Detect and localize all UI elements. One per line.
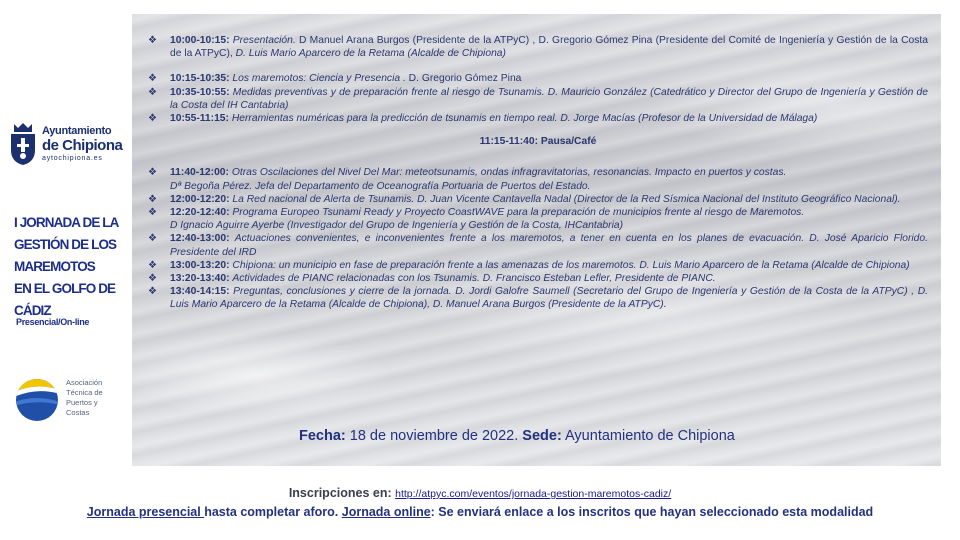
date-value: 18 de noviembre de 2022. — [345, 428, 523, 444]
agenda-time: 12:20-12:40: — [170, 207, 230, 219]
logo-line-3: aytochipiona.es — [42, 155, 103, 162]
registration-label: Inscripciones en: — [288, 486, 392, 500]
atpyc-line: Técnica de — [66, 388, 103, 397]
diamond-bullet-icon: ❖ — [148, 273, 157, 285]
agenda-desc: Medidas preventivas y de preparación frente al riesgo de Tsunamis. D. Mauricio González (Catedrático y Director del Grupo de Ingeniería y Gestión de la Costa del IH Cantabria) — [170, 86, 928, 111]
event-title-line: CÁDIZ — [14, 303, 51, 318]
chipiona-logo — [8, 122, 126, 182]
registration-line — [0, 486, 960, 500]
coffee-break: 11:15-11:40: Pausa/Café — [479, 136, 597, 148]
agenda-item — [148, 112, 928, 125]
atpyc-logo — [14, 372, 130, 428]
atpyc-line: Asociación — [66, 378, 103, 387]
agenda-desc: Herramientas numéricas para la predicción de tsunamis en tiempo real. D. Jorge Macías (Profesor de la Universidad de Málaga) — [231, 113, 818, 125]
agenda-time: 10:35-10:55: — [170, 86, 230, 98]
atpyc-line: Puertos y — [66, 398, 98, 407]
agenda-desc: Preguntas, conclusiones y cierre de la jornada. D. Jordi Galofre Saumell (Secretario del Grupo de Ingeniería y Gestión de la Costa de la ATPyC) , D. Luis Mario Aparcero de la Retama (Alcalde de Chipiona), D. Manuel Arana Burgos (Presidente de la ATPyC). — [170, 286, 928, 311]
logo-line-1: Ayuntamiento — [42, 125, 112, 137]
agenda-item — [148, 86, 928, 112]
diamond-bullet-icon: ❖ — [148, 86, 157, 98]
agenda-item — [148, 272, 928, 285]
agenda-time: 13:20-13:40: — [170, 273, 230, 285]
agenda-item — [148, 232, 928, 258]
agenda-time: 10:55-11:15: — [170, 113, 229, 125]
online-text: : Se enviará enlace a los inscritos que hayan seleccionado esta modalidad — [430, 505, 874, 519]
event-mode: Presencial/On-line — [16, 317, 90, 327]
diamond-bullet-icon: ❖ — [148, 259, 157, 271]
agenda-item — [148, 34, 928, 60]
agenda-item — [148, 206, 928, 232]
event-title-line: I JORNADA DE LA — [14, 215, 119, 230]
presencial-label: Jornada presencial — [86, 505, 205, 519]
agenda-time: 10:15-10:35: — [170, 73, 230, 85]
agenda-desc: La Red nacional de Alerta de Tsunamis. D. Juan Vicente Cantavella Nadal (Director de la Red Sísmica Nacional del Instituto Geográfico Nacional). — [232, 193, 901, 205]
agenda-time: 13:40-14:15: — [170, 286, 230, 298]
agenda-item — [148, 259, 928, 272]
venue-value: Ayuntamiento de Chipiona — [561, 428, 735, 444]
attendance-note — [0, 505, 960, 519]
event-title-line: MAREMOTOS — [14, 259, 95, 274]
agenda-item — [148, 193, 928, 206]
diamond-bullet-icon: ❖ — [148, 35, 157, 46]
date-label: Fecha: — [299, 428, 346, 444]
event-title-line: GESTIÓN DE LOS — [14, 237, 117, 252]
diamond-bullet-icon: ❖ — [148, 286, 157, 298]
agenda-speakers-italic: D. Luis Mario Aparcero de la Retama (Alcalde de Chipiona) — [235, 48, 506, 60]
agenda-desc: Programa Europeo Tsunami Ready y Proyecto CoastWAVE para la preparación de municipios frente al riesgo de Maremotos. — [232, 207, 805, 219]
agenda-desc: Los maremotos: Ciencia y Presencia . — [232, 73, 406, 85]
agenda-desc: Actuaciones convenientes, e inconvenientes frente a los maremotos, a tener en cuenta en los planes de evacuación. D. José Aparicio Florido. Presidente del IRD — [170, 233, 928, 258]
online-label: Jornada online — [341, 505, 431, 519]
diamond-bullet-icon: ❖ — [148, 167, 157, 179]
agenda-panel — [132, 14, 941, 466]
agenda-item — [148, 285, 928, 311]
venue-label: Sede: — [522, 428, 562, 444]
diamond-bullet-icon: ❖ — [148, 233, 157, 245]
agenda-speakers: Dª Begoña Pérez. Jefa del Departamento de Oceanografía Portuaria de Puertos del Estado. — [170, 180, 591, 192]
agenda-desc: Presentación. — [232, 35, 296, 46]
registration-link[interactable]: http://atpyc.com/eventos/jornada-gestion-maremotos-cadiz/ — [395, 488, 672, 500]
agenda-time: 11:40-12:00: — [170, 167, 229, 179]
agenda-desc: Chipiona: un municipio en fase de preparación frente a las amenazas de los maremotos. D. Luis Mario Aparcero de la Retama (Alcalde de Chipiona) — [232, 259, 910, 271]
diamond-bullet-icon: ❖ — [148, 207, 157, 219]
agenda-desc: Otras Oscilaciones del Nivel Del Mar: meteotsunamis, ondas infragravitatorias, resonancias. Impacto en puertos y costas. — [231, 167, 787, 179]
agenda-desc: Actividades de PIANC relacionadas con los Tsunamis. D. Francisco Esteban Lefler, Presidente de PIANC. — [232, 273, 716, 285]
atpyc-line: Costas — [66, 408, 90, 417]
agenda-time: 12:40-13:00: — [170, 233, 230, 245]
agenda-speakers: D. Gregorio Gómez Pina — [405, 73, 522, 85]
diamond-bullet-icon: ❖ — [148, 73, 157, 85]
diamond-bullet-icon: ❖ — [148, 193, 157, 205]
presencial-text: hasta completar aforo. — [204, 505, 342, 519]
agenda-item — [148, 166, 928, 192]
agenda-list — [148, 34, 928, 312]
agenda-speakers: D Manuel Arana Burgos (Presidente de la ATPyC) , D. Gregorio Gómez Pina (Presidente del Comité de Ingeniería y Gestión de la Costa de la ATPyC), — [170, 35, 928, 60]
coat-of-arms-icon — [8, 122, 38, 166]
event-title — [14, 212, 126, 322]
event-title-line: EN EL GOLFO DE — [14, 281, 116, 296]
logo-line-2: de Chipiona — [42, 137, 123, 154]
agenda-speakers: D Ignacio Aguirre Ayerbe (Investigador del Grupo de Ingeniería y Gestión de la Costa, IHCantabria) — [170, 220, 624, 232]
atpyc-globe-icon — [14, 372, 60, 428]
diamond-bullet-icon: ❖ — [148, 113, 157, 125]
agenda-time: 10:00-10:15: — [170, 35, 230, 46]
date-venue — [299, 428, 735, 444]
agenda-time: 13:00-13:20: — [170, 259, 230, 271]
agenda-time: 12:00-12:20: — [170, 193, 230, 205]
agenda-item — [148, 72, 928, 85]
